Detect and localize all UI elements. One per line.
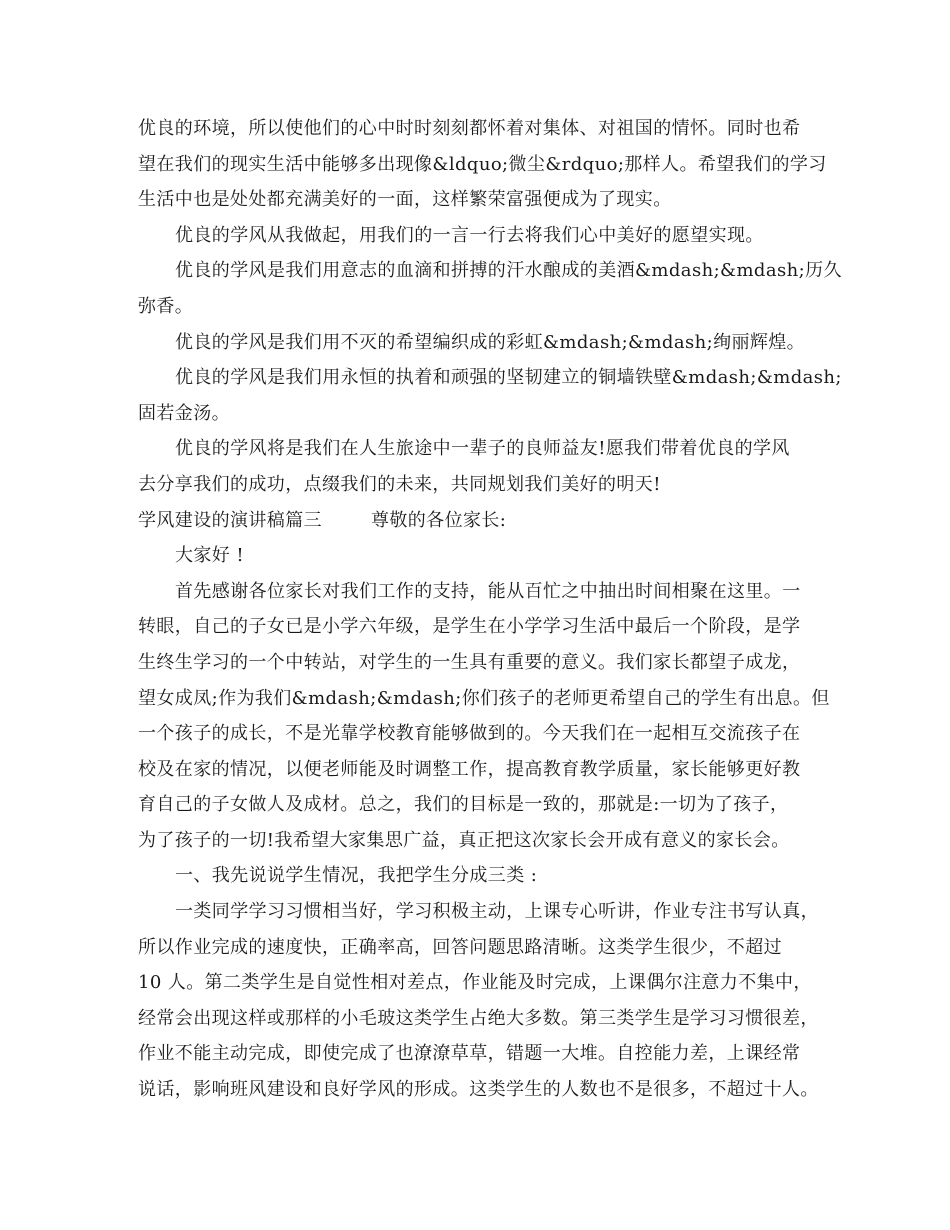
text-line: 生终生学习的一个中转站，对学生的一生具有重要的意义。我们家长都望子成龙， xyxy=(138,651,801,673)
text-line: 弥香。 xyxy=(138,295,194,317)
text-line: 校及在家的情况，以便老师能及时调整工作，提高教育教学质量，家长能够更好教 xyxy=(138,758,801,780)
text-line: 一类同学学习习惯相当好，学习积极主动，上课专心听讲，作业专注书写认真， xyxy=(175,901,819,923)
text-line: 优良的环境，所以使他们的心中时时刻刻都怀着对集体、对祖国的情怀。同时也希 xyxy=(138,118,801,139)
text-line: 作业不能主动完成，即使完成了也潦潦草草，错题一大堆。自控能力差，上课经常 xyxy=(138,1043,801,1065)
text-line: 转眼，自己的子女已是小学六年级，是学生在小学学习生活中最后一个阶段，是学 xyxy=(138,616,801,638)
text-line: 一、我先说说学生情况，我把学生分成三类 : xyxy=(175,865,538,887)
text-line: 大家好 ! xyxy=(175,545,244,567)
text-line: 学风建设的演讲稿篇三 尊敬的各位家长: xyxy=(138,509,507,531)
text-line: 去分享我们的成功，点缀我们的未来，共同规划我们美好的明天! xyxy=(138,473,661,495)
text-line: 生活中也是处处都充满美好的一面，这样繁荣富强便成为了现实。 xyxy=(138,189,672,211)
text-line: 望在我们的现实生活中能够多出现像&ldquo;微尘&rdquo;那样人。希望我们的学习 xyxy=(138,153,827,175)
text-line: 优良的学风是我们用不灭的希望编织成的彩虹&mdash;&mdash;绚丽辉煌。 xyxy=(175,331,806,353)
text-line: 固若金汤。 xyxy=(138,402,230,424)
text-line: 优良的学风将是我们在人生旅途中一辈子的良师益友!愿我们带着优良的学风 xyxy=(175,438,790,460)
text-line: 所以作业完成的速度快，正确率高，回答问题思路清晰。这类学生很少，不超过 xyxy=(138,936,782,958)
text-line: 10 人。第二类学生是自觉性相对差点，作业能及时完成，上课偶尔注意力不集中， xyxy=(138,972,812,994)
text-line: 望女成凤;作为我们&mdash;&mdash;你们孩子的老师更希望自己的学生有出息。但 xyxy=(138,687,830,709)
text-line: 优良的学风是我们用意志的血滴和拼搏的汗水酿成的美酒&mdash;&mdash;历久 xyxy=(175,260,842,282)
document-page xyxy=(138,114,842,1111)
text-line: 育自己的子女做人及成材。总之，我们的目标是一致的，那就是:一切为了孩子， xyxy=(138,794,789,816)
text-line: 经常会出现这样或那样的小毛玻这类学生占绝大多数。第三类学生是学习习惯很差， xyxy=(138,1007,819,1029)
text-line: 优良的学风是我们用永恒的执着和顽强的坚韧建立的铜墙铁壁&mdash;&mdash; xyxy=(175,367,842,389)
text-line: 优良的学风从我做起，用我们的一言一行去将我们心中美好的愿望实现。 xyxy=(175,224,764,246)
text-line: 一个孩子的成长，不是光靠学校教育能够做到的。今天我们在一起相互交流孩子在 xyxy=(138,723,801,745)
text-line: 说话，影响班风建设和良好学风的形成。这类学生的人数也不是很多，不超过十人。 xyxy=(138,1079,819,1101)
text-line: 首先感谢各位家长对我们工作的支持，能从百忙之中抽出时间相聚在这里。一 xyxy=(175,580,801,602)
text-line: 为了孩子的一切!我希望大家集思广益，真正把这次家长会开成有意义的家长会。 xyxy=(138,829,790,851)
